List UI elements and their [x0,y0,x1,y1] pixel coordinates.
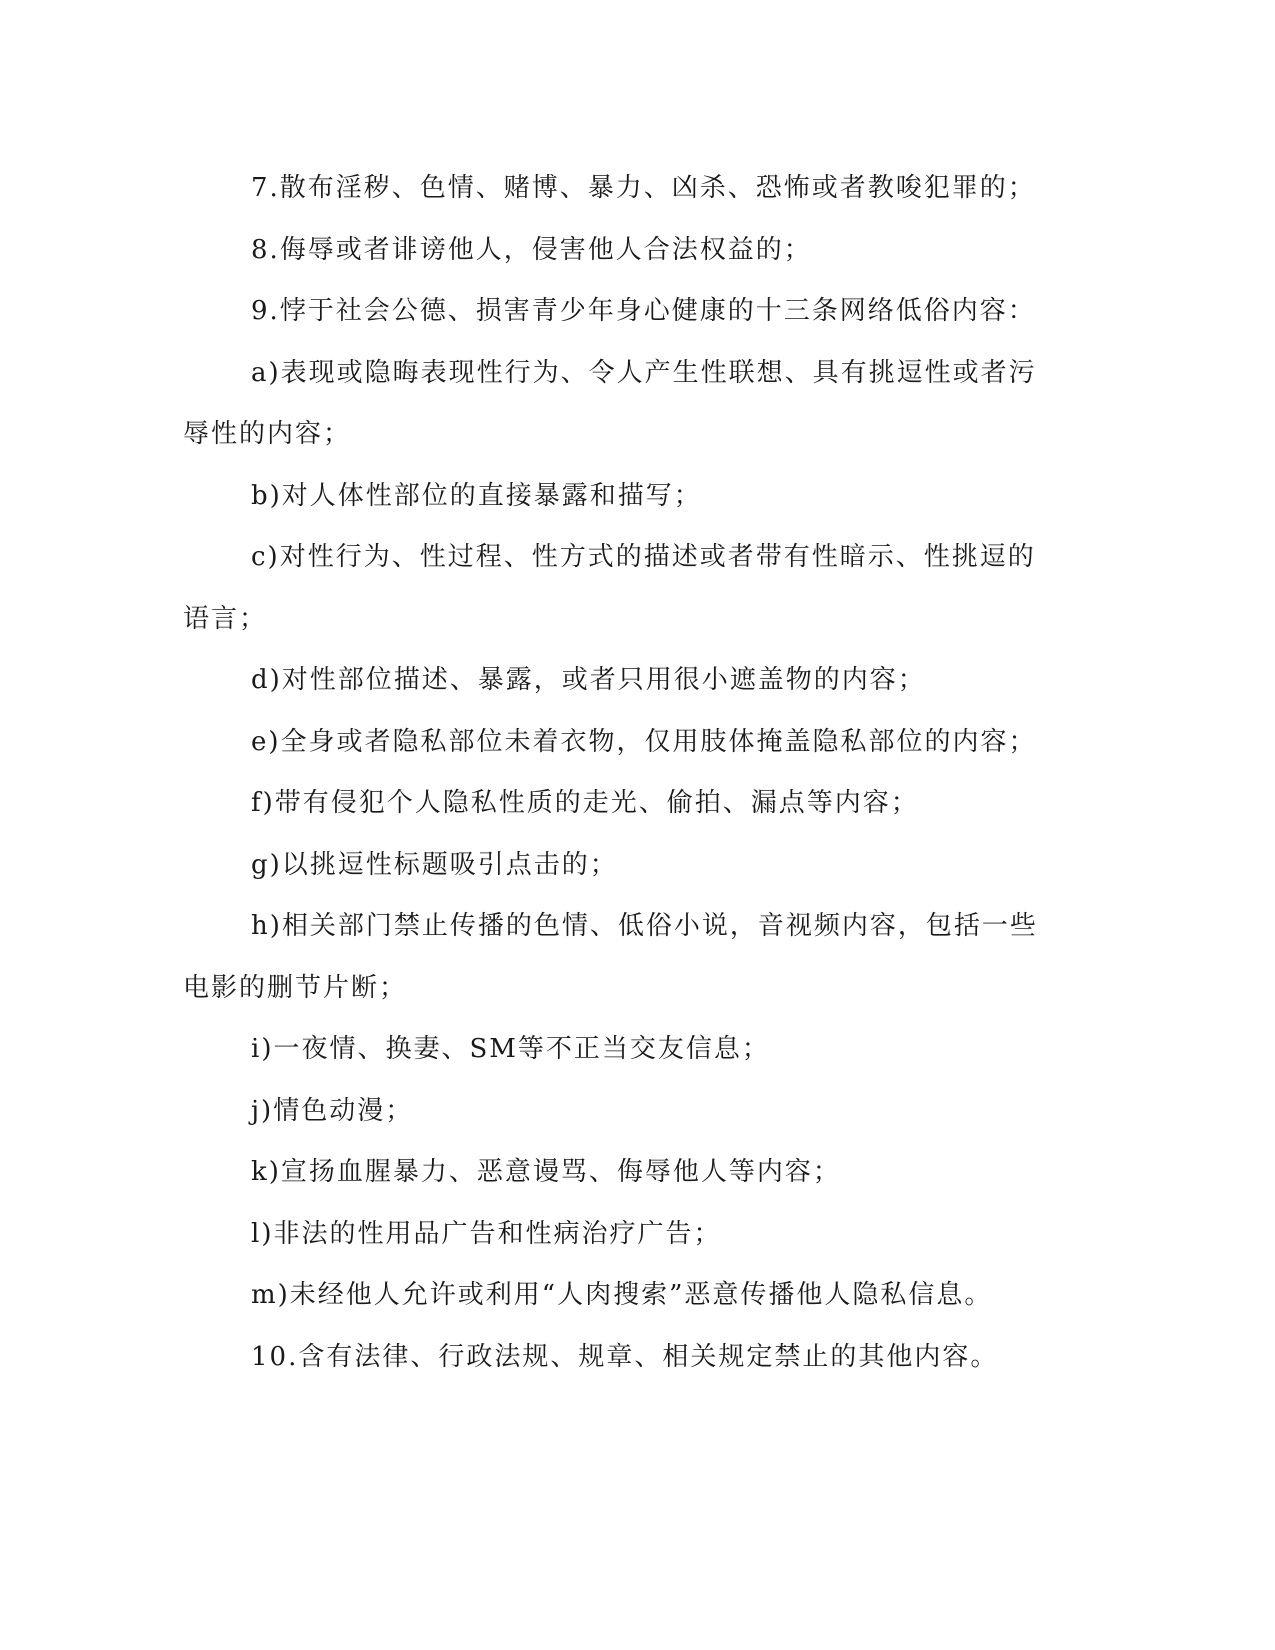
list-item-8: 8.侮辱或者诽谤他人，侵害他人合法权益的； [251,234,812,265]
sub-item-j: j)情色动漫； [251,1095,414,1126]
sub-item-b: b)对人体性部位的直接暴露和描写； [251,480,702,511]
sub-item-f: f)带有侵犯个人隐私性质的走光、偷拍、漏点等内容； [251,788,919,818]
sub-item-m: m)未经他人允许或利用“人肉搜索”恶意传播他人隐私信息。 [251,1280,993,1310]
list-item-7: 7.散布淫秽、色情、赌博、暴力、凶杀、恐怖或者教唆犯罪的； [251,173,1036,203]
sub-item-g: g)以挑逗性标题吸引点击的； [251,849,618,880]
sub-item-k: k)宣扬血腥暴力、恶意谩骂、侮辱他人等内容； [251,1157,841,1187]
sub-item-c: c)对性行为、性过程、性方式的描述或者带有性暗示、性挑逗的语言； [183,542,1036,634]
sub-item-d: d)对性部位描述、暴露，或者只用很小遮盖物的内容； [251,665,926,695]
sub-item-h: h)相关部门禁止传播的色情、低俗小说，音视频内容，包括一些电影的删节片断； [183,911,1038,1003]
sub-item-a: a)表现或隐晦表现性行为、令人产生性联想、具有挑逗性或者污辱性的内容； [183,357,1037,449]
document-body [183,158,1063,1388]
sub-item-i: i)一夜情、换妻、SM等不正当交友信息； [251,1034,770,1064]
list-item-10: 10.含有法律、行政法规、规章、相关规定禁止的其他内容。 [251,1341,999,1372]
sub-item-e: e)全身或者隐私部位未着衣物，仅用肢体掩盖隐私部位的内容； [251,726,1037,757]
sub-item-l: l)非法的性用品广告和性病治疗广告； [251,1218,722,1249]
list-item-9: 9.悖于社会公德、损害青少年身心健康的十三条网络低俗内容： [251,296,1036,326]
